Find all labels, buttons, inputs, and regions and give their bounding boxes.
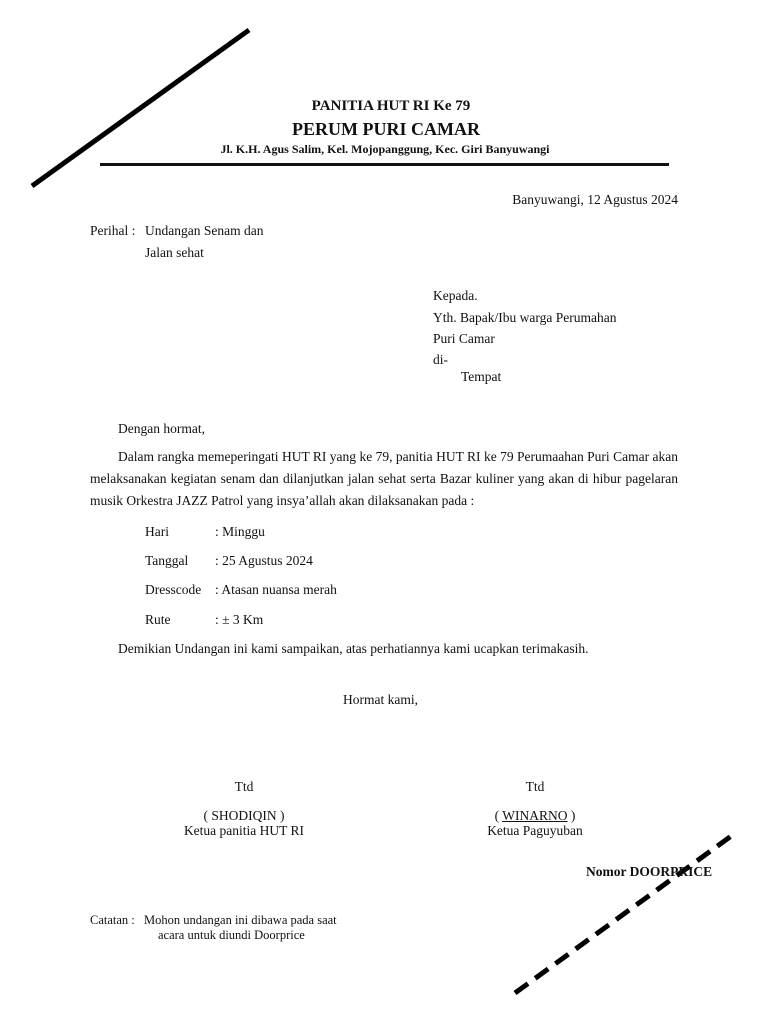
letter-date: Banyuwangi, 12 Agustus 2024 [512, 192, 678, 207]
subject-line-1: Undangan Senam dan [145, 223, 264, 238]
note-label: Catatan : [90, 913, 135, 927]
right-signature-name [435, 808, 635, 824]
left-signature-title: Ketua panitia HUT RI [183, 823, 305, 838]
right-name-text: WINARNO [502, 808, 568, 823]
letterhead-location: PERUM PURI CAMAR [292, 119, 480, 139]
closing-paragraph: Demikian Undangan ini kami sampaikan, atas perhatiannya kami ucapkan terimakasih. [118, 641, 589, 656]
detail-value-rute: : ± 3 Km [215, 612, 264, 627]
left-name-text: SHODIQIN [211, 808, 277, 823]
letterhead-divider [100, 163, 669, 166]
subject-label: Perihal : [90, 223, 136, 238]
recipient-line-2: Yth. Bapak/Ibu warga Perumahan [433, 310, 617, 325]
recipient-line-5: Tempat [461, 369, 502, 384]
left-signature-ttd: Ttd [234, 779, 254, 794]
regards: Hormat kami, [343, 692, 418, 707]
right-signature-title: Ketua Paguyuban [487, 823, 583, 838]
letterhead-org: PANITIA HUT RI Ke 79 [311, 98, 471, 114]
greeting: Dengan hormat, [118, 421, 205, 436]
left-name-open: ( [203, 808, 212, 823]
right-name-open: ( [494, 808, 503, 823]
main-paragraph: Dalam rangka memeperingati HUT RI yang ke 79, panitia HUT RI ke 79 Perumaahan Puri Camar akan melaksanakan kegiatan senam dan dilanjutkan jalan sehat serta Bazar kuliner yang akan di hibur pagelaran musik Orkestra JAZZ Patrol yang insya’allah akan dilaksanakan pada : [90, 449, 678, 508]
left-name-close: ) [276, 808, 285, 823]
detail-value-hari: : Minggu [215, 524, 265, 539]
recipient-line-1: Kepada. [433, 288, 478, 303]
left-signature-name [144, 808, 344, 824]
recipient-line-4: di- [433, 352, 448, 367]
right-name-close: ) [567, 808, 576, 823]
subject-line-2: Jalan sehat [145, 245, 204, 260]
letterhead-address: Jl. K.H. Agus Salim, Kel. Mojopanggung, Kec. Giri Banyuwangi [220, 142, 550, 156]
note-line-1: Mohon undangan ini dibawa pada saat [144, 913, 337, 927]
doorprice-label: Nomor DOORPRICE [586, 864, 713, 879]
detail-value-tanggal: : 25 Agustus 2024 [215, 553, 313, 568]
note-line-2: acara untuk diundi Doorprice [158, 928, 305, 942]
detail-label-hari: Hari [145, 524, 169, 539]
detail-label-rute: Rute [145, 612, 171, 627]
detail-label-tanggal: Tanggal [145, 553, 189, 568]
bottom-right-dashed-slash [515, 834, 734, 993]
detail-label-dresscode: Dresscode [145, 582, 202, 597]
detail-value-dresscode: : Atasan nuansa merah [215, 582, 337, 597]
recipient-line-3: Puri Camar [433, 331, 495, 346]
right-signature-ttd: Ttd [525, 779, 545, 794]
